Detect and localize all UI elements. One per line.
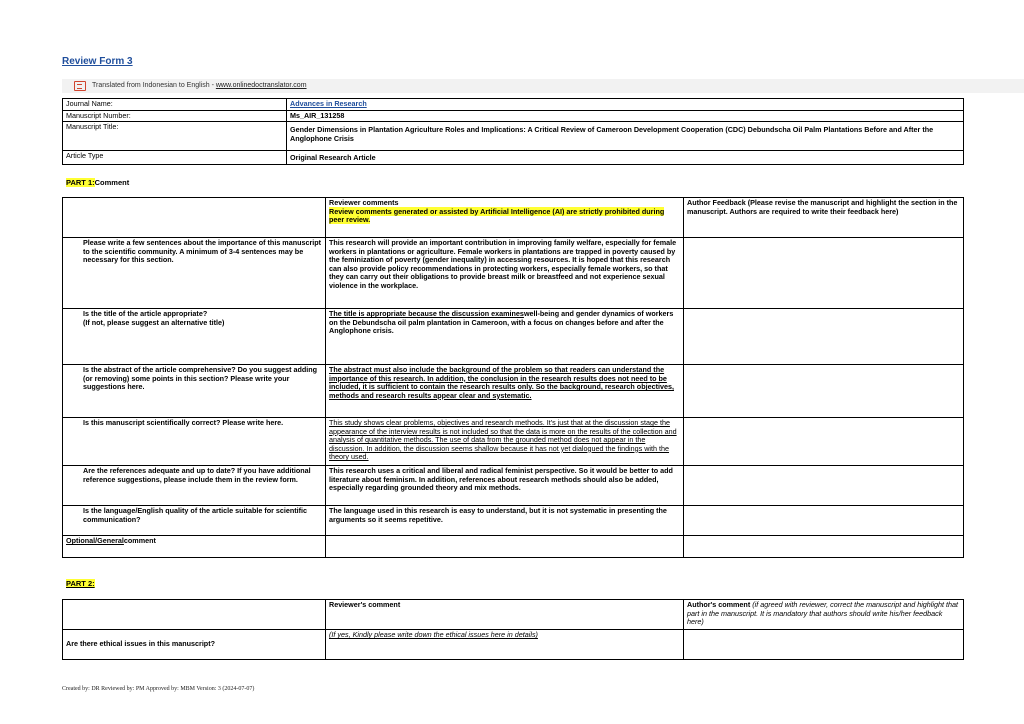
article-type-value: Original Research Article bbox=[287, 151, 964, 165]
table-row bbox=[63, 506, 964, 536]
part2-table bbox=[62, 599, 964, 660]
author-comment-instruction: (if agreed with reviewer, correct the manuscript and highlight that part in the manuscript. It is mandatory that authors should write his/her feedback here) bbox=[687, 600, 958, 627]
part1-label-text: Comment bbox=[94, 178, 130, 187]
author-feedback-language[interactable] bbox=[684, 506, 964, 536]
table-row bbox=[63, 151, 964, 165]
question-language: Is the language/English quality of the article suitable for scientific communication? bbox=[63, 506, 326, 536]
table-row bbox=[63, 309, 964, 365]
comment-title[interactable] bbox=[326, 309, 684, 365]
manuscript-number-value: Ms_AIR_131258 bbox=[287, 110, 964, 122]
journal-info-table bbox=[62, 98, 964, 165]
empty-header-cell bbox=[63, 198, 326, 238]
part1-label bbox=[66, 178, 129, 187]
comment-title-underlined: The title is appropriate because the discussion examines bbox=[329, 309, 524, 318]
author-comment-title: Author's comment bbox=[687, 600, 751, 609]
optional-label-underlined: Optional/General bbox=[66, 536, 124, 545]
journal-link[interactable]: Advances in Research bbox=[290, 99, 367, 108]
author-feedback-scientific[interactable] bbox=[684, 418, 964, 466]
table-row bbox=[63, 238, 964, 309]
question-scientific: Is this manuscript scientifically correct? Please write here. bbox=[63, 418, 326, 466]
table-header-row bbox=[63, 600, 964, 630]
optional-label-rest: comment bbox=[123, 536, 156, 545]
journal-name-value bbox=[287, 99, 964, 111]
question-importance: Please write a few sentences about the importance of this manuscript to the scientific community. A minimum of 3-4 sentences may be necessary for this section. bbox=[63, 238, 326, 309]
author-feedback-abstract[interactable] bbox=[684, 365, 964, 418]
question-abstract: Is the abstract of the article comprehensive? Do you suggest adding (or removing) some points in this section? Please write your suggestions here. bbox=[63, 365, 326, 418]
question-references: Are the references adequate and up to date? If you have additional reference suggestions, please include them in the review form. bbox=[63, 466, 326, 506]
article-type-label: Article Type bbox=[63, 151, 287, 165]
optional-comment-label bbox=[63, 536, 326, 558]
table-row bbox=[63, 365, 964, 418]
pdf-icon bbox=[74, 81, 86, 91]
form-title: Review Form 3 bbox=[62, 56, 133, 67]
translation-text bbox=[92, 82, 307, 89]
ethical-issues-author[interactable] bbox=[684, 630, 964, 660]
comment-scientific[interactable]: This study shows clear problems, objectives and research methods. It's just that at the discussion stage the appearance of the interview results is not included so that the data is more on the results of the collection and analysis of quantitative methods. The use of data from the grounded method does not appear in the discussion. In addition, the discussion seems shallow because it has not yet dialogued the findings with the theory used. bbox=[326, 418, 684, 466]
table-row bbox=[63, 418, 964, 466]
author-feedback-references[interactable] bbox=[684, 466, 964, 506]
ethical-issues-question: Are there ethical issues in this manuscript? bbox=[63, 630, 326, 660]
comment-title-rest: well-being and gender dynamics of workers on the Debundscha oil palm plantation in Cameroon, with a focus on changes before and after the Anglophone crisis. bbox=[329, 309, 674, 336]
table-row bbox=[63, 536, 964, 558]
author-feedback-header: Author Feedback (Please revise the manuscript and highlight the section in the manuscript. Authors are required to write their feedback here) bbox=[684, 198, 964, 238]
journal-name-label: Journal Name: bbox=[63, 99, 287, 111]
footer: Created by: DR Reviewed by: PM Approved by: MBM Version: 3 (2024-07-07) bbox=[62, 686, 255, 692]
optional-comment-author[interactable] bbox=[684, 536, 964, 558]
table-row bbox=[63, 99, 964, 111]
comment-references[interactable]: This research uses a critical and liberal and radical feminist perspective. So it would be better to add literature about feminism. In addition, references about research methods should also be added, especially regarding grounded theory and mix methods. bbox=[326, 466, 684, 506]
translation-label: Translated from Indonesian to English - bbox=[92, 82, 216, 89]
manuscript-number-label: Manuscript Number: bbox=[63, 110, 287, 122]
question-title: Is the title of the article appropriate? (If not, please suggest an alternative title) bbox=[63, 309, 326, 365]
reviewer-comments-header bbox=[326, 198, 684, 238]
reviewer-comment-header: Reviewer's comment bbox=[326, 600, 684, 630]
ai-notice: Review comments generated or assisted by Artificial Intelligence (AI) are strictly prohibited during peer review. bbox=[329, 206, 665, 225]
part1-label-highlight: PART 1: bbox=[66, 178, 95, 187]
reviewer-comments-title: Reviewer comments bbox=[329, 198, 399, 207]
ethical-issues-reviewer[interactable]: (If yes, Kindly please write down the ethical issues here in details) bbox=[326, 630, 684, 660]
manuscript-title-value: Gender Dimensions in Plantation Agriculture Roles and Implications: A Critical Review of Cameroon Development Cooperation (CDC) Debundscha Oil Palm Plantations Before and After the Anglophone Crisis bbox=[287, 122, 964, 151]
manuscript-title-label: Manuscript Title: bbox=[63, 122, 287, 151]
table-row bbox=[63, 110, 964, 122]
comment-importance[interactable]: This research will provide an important contribution in improving family welfare, especially for female workers in plantations or agriculture. Female workers in plantations are trapped in poverty caused by the feminization of poverty (gender inequality) in accessing resources. It is hoped that this research can also provide policy recommendations in protecting workers, especially female workers, so that they can carry out their obligations to provide breast milk or breastfeed and not experience sexual violence in the workplace. bbox=[326, 238, 684, 309]
author-feedback-title[interactable] bbox=[684, 309, 964, 365]
optional-comment-reviewer[interactable] bbox=[326, 536, 684, 558]
translator-link[interactable]: www.onlinedoctranslator.com bbox=[215, 82, 307, 89]
comment-language[interactable]: The language used in this research is easy to understand, but it is not systematic in presenting the arguments so it seems repetitive. bbox=[326, 506, 684, 536]
author-feedback-importance[interactable] bbox=[684, 238, 964, 309]
part1-table bbox=[62, 197, 964, 558]
part2-label-text: PART 2: bbox=[66, 579, 95, 588]
empty-header-cell bbox=[63, 600, 326, 630]
comment-abstract[interactable]: The abstract must also include the background of the problem so that readers can understand the importance of this research. In addition, the conclusion in the research results does not need to be included, it is sufficient to contain the research results only. So the background, research objectives, methods and research results appear clear and systematic. bbox=[326, 365, 684, 418]
translation-banner bbox=[62, 79, 1024, 93]
table-row bbox=[63, 466, 964, 506]
table-row bbox=[63, 630, 964, 660]
table-row bbox=[63, 122, 964, 151]
part2-label bbox=[66, 579, 95, 588]
author-comment-header bbox=[684, 600, 964, 630]
table-header-row bbox=[63, 198, 964, 238]
